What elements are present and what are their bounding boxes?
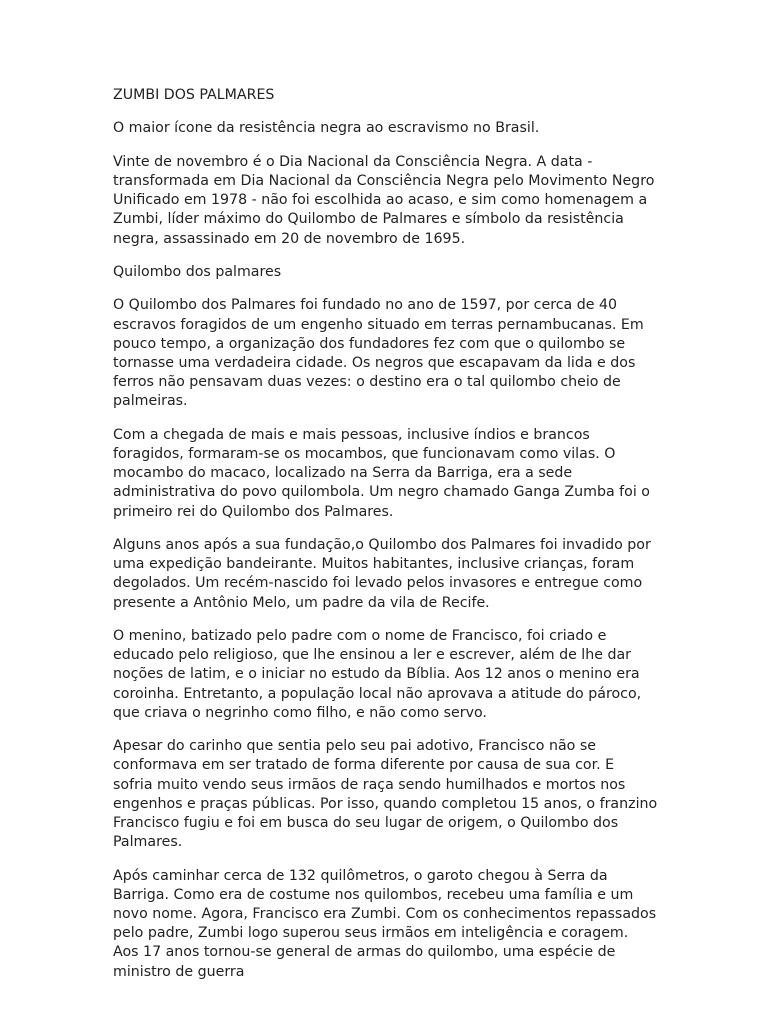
document-page bbox=[113, 86, 658, 996]
intro-paragraph: Vinte de novembro é o Dia Nacional da Consciência Negra. A data - transformada em Dia Nacional da Consciência Negra pelo Movimento Negro Unificado em 1978 - não foi escolhida ao acaso, e sim como homenagem a Zumbi, líder máximo do Quilombo de Palmares e símbolo da resistência negra, assassinado em 20 de novembro de 1695. bbox=[113, 153, 655, 247]
section-heading: Quilombo dos palmares bbox=[113, 263, 282, 280]
document-subtitle: O maior ícone da resistência negra ao escravismo no Brasil. bbox=[113, 120, 540, 137]
body-paragraph: O menino, batizado pelo padre com o nome de Francisco, foi criado e educado pelo religioso, que lhe ensinou a ler e escrever, além de lhe dar noções de latim, e o iniciar no estudo da Bíblia. Aos 12 anos o menino era coroinha. Entretanto, a população local não aprovava a atitude do pároco, que criava o negrinho como filho, e não como servo. bbox=[113, 627, 642, 721]
document-title: ZUMBI DOS PALMARES bbox=[113, 87, 275, 103]
body-paragraph: Apesar do carinho que sentia pelo seu pai adotivo, Francisco não se conformava em ser tratado de forma diferente por causa de sua cor. E sofria muito vendo seus irmãos de raça sendo humilhados e mortos nos engenhos e praças públicas. Por isso, quando completou 15 anos, o franzino Francisco fugiu e foi em busca do seu lugar de origem, o Quilombo dos Palmares. bbox=[113, 738, 658, 851]
body-paragraph: O Quilombo dos Palmares foi fundado no ano de 1597, por cerca de 40 escravos foragidos de um engenho situado em terras pernambucanas. Em pouco tempo, a organização dos fundadores fez com que o quilombo se tornasse uma verdadeira cidade. Os negros que escapavam da lida e dos ferros não pensavam duas vezes: o destino era o tal quilombo cheio de palmeiras. bbox=[113, 297, 644, 410]
body-paragraph: Após caminhar cerca de 132 quilômetros, o garoto chegou à Serra da Barriga. Como era de costume nos quilombos, recebeu uma família e um novo nome. Agora, Francisco era Zumbi. Com os conhecimentos repassados pelo padre, Zumbi logo superou seus irmãos em inteligência e coragem. Aos 17 anos tornou-se general de armas do quilombo, uma espécie de ministro de guerra bbox=[113, 867, 657, 980]
body-paragraph: Com a chegada de mais e mais pessoas, inclusive índios e brancos foragidos, formaram-se os mocambos, que funcionavam como vilas. O mocambo do macaco, localizado na Serra da Barriga, era a sede administrativa do povo quilombola. Um negro chamado Ganga Zumba foi o primeiro rei do Quilombo dos Palmares. bbox=[113, 426, 650, 520]
body-paragraph: Alguns anos após a sua fundação,o Quilombo dos Palmares foi invadido por uma expedição bandeirante. Muitos habitantes, inclusive crianças, foram degolados. Um recém-nascido foi levado pelos invasores e entregue como presente a Antônio Melo, um padre da vila de Recife. bbox=[113, 536, 651, 611]
